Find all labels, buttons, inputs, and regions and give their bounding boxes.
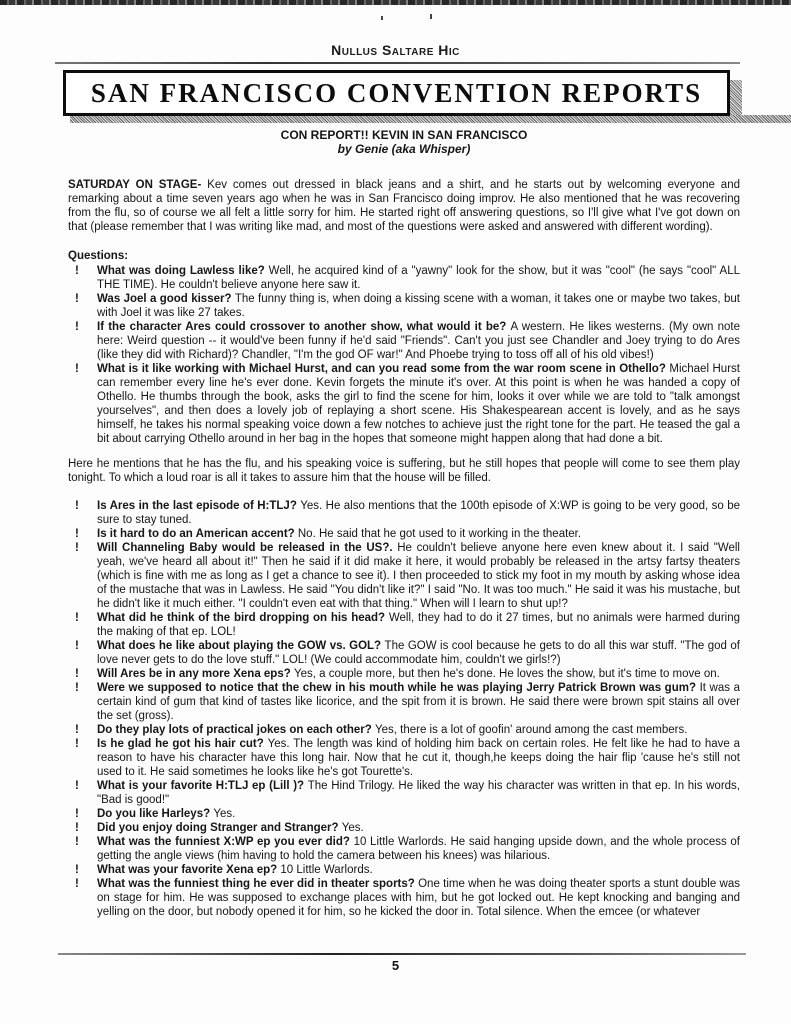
scan-speck xyxy=(430,14,432,19)
interlude-paragraph: Here he mentions that he has the flu, and his speaking voice is suffering, but he still hopes that people will come to see them play tonight. To which a loud roar is all it takes to assure him that the house will be filled. xyxy=(68,458,740,484)
report-byline: by Genie (aka Whisper) xyxy=(337,142,471,156)
question-text: Do you like Harleys? xyxy=(97,808,214,820)
question-bullet: ! xyxy=(75,836,79,848)
question-item xyxy=(68,639,740,667)
question-bullet: ! xyxy=(75,738,79,750)
answer-text: He couldn't believe anyone here even knew about it. I said "Well yeah, we've heard all about it!" Then he said if it did make it here, it would probably be released in the artsy fartsy theaters (which is fine with me as long as I get a chance to see it). I then proceeded to stick my foot in my mouth by asking whose idea of the mustache that was in Lawless. He said "You didn't like it?" I said "No. It was too much." He said it was his mustache, but he didn't like it much either. "I couldn't even eat with that thing." When will I learn to shut up!? xyxy=(97,542,740,610)
answer-text: 10 Little Warlords. He said hanging upside down, and the whole process of getting the angle views (him having to hold the camera between his knees) was hilarious. xyxy=(97,836,741,862)
question-bullet: ! xyxy=(75,808,79,820)
question-bullet: ! xyxy=(75,668,79,680)
question-bullet: ! xyxy=(75,640,79,652)
question-item xyxy=(68,877,740,919)
answer-text: Well, he acquired kind of a "yawny" look for the show, but it was "cool" (he says "cool" ALL THE TIME). He couldn't believe anyone here saw it. xyxy=(97,265,740,291)
question-text: What was doing Lawless like? xyxy=(97,265,269,277)
intro-text: Kev comes out dressed in black jeans and a shirt, and he starts out by welcoming everyone and remarking about a time seven years ago when he was in San Francisco doing improv. He also mentioned that he was recovering from the flu, so of course we all felt a little sorry for him. He started right off answering questions, so I'll give what I've got down on that (please remember that I was writing like mad, and most of the questions were asked and answered with different wording). xyxy=(68,179,740,233)
question-bullet: ! xyxy=(75,265,79,277)
answer-text: Yes. xyxy=(213,808,236,820)
question-bullet: ! xyxy=(75,780,79,792)
question-item xyxy=(68,863,740,877)
question-text: What is it like working with Michael Hurst, and can you read some from the war room scene in Othello? xyxy=(97,363,670,375)
answer-text: 10 Little Warlords. xyxy=(280,864,373,876)
question-item xyxy=(68,264,740,292)
footer-divider xyxy=(58,953,746,955)
answer-text: Michael Hurst can remember every line he's ever done. Kevin forgets the minute it's over. At this point is when he was handed a copy of Othello. He thumbs through the book, asks the girl to find the scene for him, looks it over while we are told to "talk amongst yourselves", and then does a lovely job of replaying a short scene. His Shakespearean accent is lovely, and as he says himself, he takes his normal speaking voice down a few notches to achieve just the right tone for the part. He teased the gal a bit about carrying Othello around in her bag in the hopes that someone might happen along that had done a bit. xyxy=(97,363,740,445)
question-text: Were we supposed to notice that the chew in his mouth while he was playing Jerry Patrick Brown was gum? xyxy=(97,682,700,694)
question-text: Will Ares be in any more Xena eps? xyxy=(97,668,294,680)
question-bullet: ! xyxy=(75,864,79,876)
answer-text: The Hind Trilogy. He liked the way his character was written in that ep. In his words, "Bad is good!" xyxy=(97,780,740,806)
question-text: What did he think of the bird dropping on his head? xyxy=(97,612,389,624)
answer-text: Yes. He also mentions that the 100th episode of X:WP is going to be very good, so be sure to stay tuned. xyxy=(97,500,740,526)
question-bullet: ! xyxy=(75,724,79,736)
question-item xyxy=(68,681,740,723)
questions-heading: Questions: xyxy=(68,250,129,262)
question-bullet: ! xyxy=(75,321,79,333)
question-bullet: ! xyxy=(75,542,79,554)
question-item xyxy=(68,737,740,779)
section-banner xyxy=(63,70,730,116)
question-text: If the character Ares could crossover to another show, what would it be? xyxy=(97,321,511,333)
question-bullet: ! xyxy=(75,293,79,305)
question-item xyxy=(68,821,740,835)
question-item xyxy=(68,499,740,527)
question-list-2 xyxy=(68,499,740,919)
question-text: Is Ares in the last episode of H:TLJ? xyxy=(97,500,301,512)
answer-text: A western. He likes westerns. (My own note here: Weird question -- it would've been funny if he'd said "Friends". Can't you just see Chandler and Joey trying to do Ares (like they did with Richard)? Chandler, "I'm the god OF war!" And Phoebe trying to toss off all of his old vibes!) xyxy=(97,321,740,361)
question-text: Will Channeling Baby would be released in the US?. xyxy=(97,542,398,554)
section-banner-title: SAN FRANCISCO CONVENTION REPORTS xyxy=(90,77,703,108)
intro-lead: SATURDAY ON STAGE- xyxy=(68,179,202,191)
answer-text: Yes, there is a lot of goofin' around among the cast members. xyxy=(374,724,688,736)
question-item xyxy=(68,362,740,446)
question-text: What was the funniest thing he ever did in theater sports? xyxy=(97,878,419,890)
page-number: 5 xyxy=(391,958,400,973)
answer-text: The GOW is cool because he gets to do all this war stuff. "The god of love never gets to do the love stuff." LOL! (We could accommodate him, couldn't we girls!?) xyxy=(97,640,740,666)
question-bullet: ! xyxy=(75,363,79,375)
question-text: Did you enjoy doing Stranger and Stranger? xyxy=(97,822,342,834)
journal-title: Nullus Saltare Hic xyxy=(331,42,460,58)
scan-speck xyxy=(381,16,383,20)
header-divider xyxy=(55,62,740,64)
question-bullet: ! xyxy=(75,528,79,540)
question-text: What does he like about playing the GOW vs. GOL? xyxy=(97,640,385,652)
question-bullet: ! xyxy=(75,682,79,694)
answer-text: No. He said that he got used to it working in the theater. xyxy=(297,528,582,540)
intro-paragraph xyxy=(68,178,740,234)
question-bullet: ! xyxy=(75,822,79,834)
question-item xyxy=(68,320,740,362)
question-item xyxy=(68,835,740,863)
question-item xyxy=(68,807,740,821)
question-text: Do they play lots of practical jokes on each other? xyxy=(97,724,375,736)
banner-shadow-band xyxy=(70,115,791,123)
question-text: What is your favorite H:TLJ ep (Lill )? xyxy=(97,780,308,792)
scan-artifact-top-strip xyxy=(0,0,791,5)
question-list-1 xyxy=(68,264,740,446)
question-item xyxy=(68,667,740,681)
question-item xyxy=(68,723,740,737)
answer-text: Well, they had to do it 27 times, but no animals were harmed during the making of that ep. LOL! xyxy=(97,612,740,638)
question-item xyxy=(68,611,740,639)
answer-text: The funny thing is, when doing a kissing scene with a woman, it takes one or maybe two takes, but with Joel it was like 27 takes. xyxy=(97,293,740,319)
answer-text: One time when he was doing theater sports a stunt double was on stage for him. He was supposed to exchange places with him, but he got locked out. He kept knocking and banging and yelling on the door, but nobody opened it for him, so he kicked the door in. Total silence. When the emcee (or whatever xyxy=(97,878,740,918)
report-title: CON REPORT!! KEVIN IN SAN FRANCISCO xyxy=(280,128,528,142)
question-bullet: ! xyxy=(75,500,79,512)
answer-text: Yes. xyxy=(341,822,364,834)
question-text: What was your favorite Xena ep? xyxy=(97,864,281,876)
question-item xyxy=(68,541,740,611)
question-bullet: ! xyxy=(75,878,79,890)
question-text: What was the funniest X:WP ep you ever did? xyxy=(97,836,354,848)
question-text: Is he glad he got his hair cut? xyxy=(97,738,268,750)
report-body xyxy=(68,128,740,919)
answer-text: Yes, a couple more, but then he's done. He loves the show, but it's time to move on. xyxy=(293,668,720,680)
question-bullet: ! xyxy=(75,612,79,624)
question-item xyxy=(68,527,740,541)
question-item xyxy=(68,292,740,320)
question-text: Is it hard to do an American accent? xyxy=(97,528,298,540)
question-text: Was Joel a good kisser? xyxy=(97,293,235,305)
answer-text: Yes. The length was kind of holding him back on certain roles. He felt like he had to have a reason to have his character have this long hair. Now that he cut it, though,he keeps doing the hair flip 'cause he's still not used to it. He said sometimes he looks like he's got Tourette's. xyxy=(97,738,741,778)
answer-text: It was a certain kind of gum that kind of tastes like licorice, and the spit from it is brown. He said there were brown spit stains all over the set (gross). xyxy=(97,682,740,722)
question-item xyxy=(68,779,740,807)
